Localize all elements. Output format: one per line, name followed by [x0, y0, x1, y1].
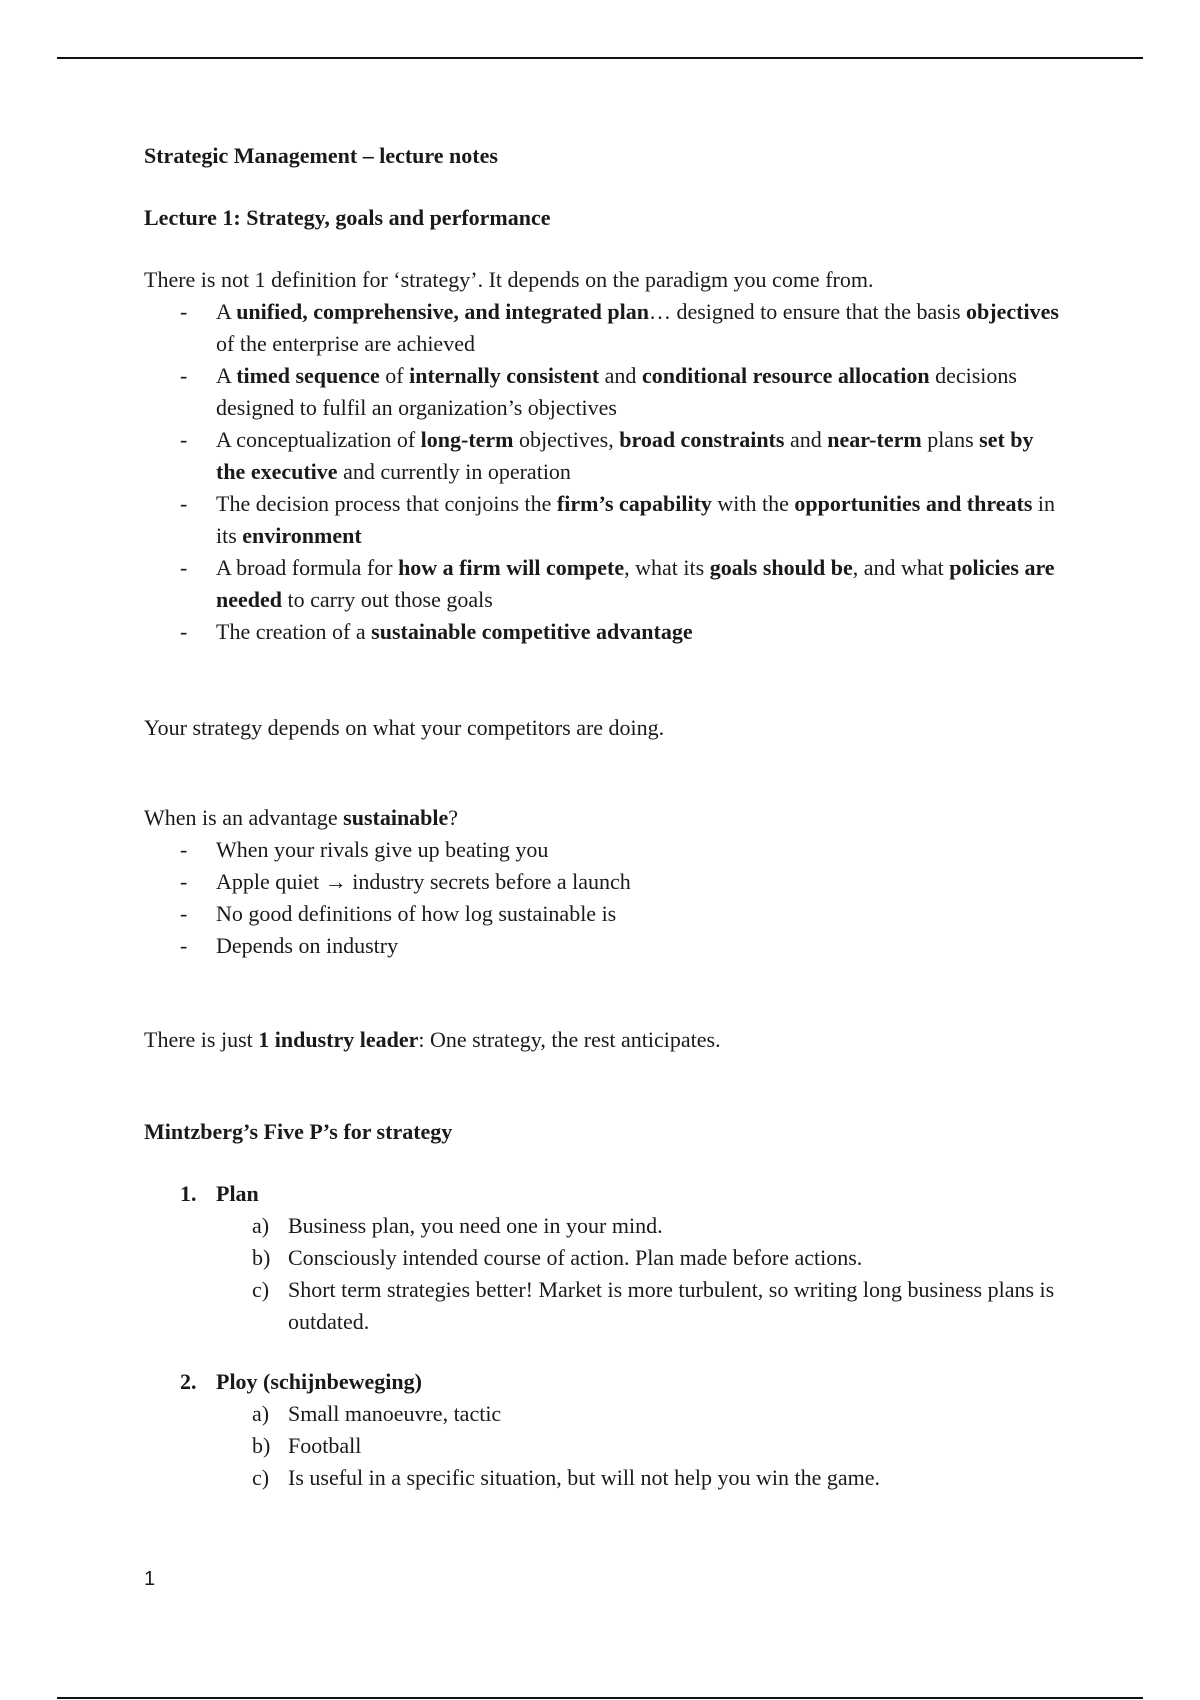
definition-item [144, 488, 1064, 552]
bold-text: long-term [420, 427, 514, 452]
dash-bullet: - [180, 363, 188, 388]
text-run: The decision process that conjoins the [216, 491, 557, 516]
text-run: A conceptualization of [216, 427, 421, 452]
five-p-subitem [216, 1242, 1064, 1274]
dash-bullet: - [180, 869, 188, 894]
five-p-subitem [216, 1210, 1064, 1242]
text-run: , and what [852, 555, 950, 580]
dash-bullet: - [180, 901, 188, 926]
bold-text: unified, comprehensive, and integrated plan [236, 299, 649, 324]
text-run: with the [711, 491, 795, 516]
industry-leader-paragraph [144, 1024, 1064, 1056]
text-run: ? [448, 805, 459, 830]
five-p-subitem [216, 1274, 1064, 1338]
text-run: : One strategy, the rest anticipates. [418, 1027, 721, 1052]
lecture-heading: Lecture 1: Strategy, goals and performance [144, 205, 551, 230]
subitem-text: Football [288, 1433, 362, 1458]
footer-rule [57, 1697, 1143, 1699]
page-number: 1 [144, 1568, 156, 1590]
definition-item [144, 424, 1064, 488]
dash-bullet: - [180, 427, 188, 452]
bold-text: objectives [966, 299, 1059, 324]
dash-bullet: - [180, 299, 188, 324]
subitem-label: c) [252, 1277, 270, 1302]
bold-text: environment [242, 523, 362, 548]
text-run: of the enterprise are achieved [216, 331, 475, 356]
subitem-text: Business plan, you need one in your mind. [288, 1213, 663, 1238]
five-p-number: 1. [180, 1181, 197, 1206]
subitem-label: a) [252, 1213, 270, 1238]
text-run: of [379, 363, 410, 388]
bold-text: 1 industry leader [258, 1027, 419, 1052]
subitem-label: b) [252, 1245, 271, 1270]
five-p-spacer [144, 1338, 1064, 1366]
bold-text: how a firm will compete [398, 555, 625, 580]
subitem-label: c) [252, 1465, 270, 1490]
sustainable-item [144, 866, 1064, 898]
dash-bullet: - [180, 555, 188, 580]
text-run: objectives, [513, 427, 620, 452]
text-run: and [599, 363, 642, 388]
subitem-text: Consciously intended course of action. Plan made before actions. [288, 1245, 863, 1270]
subitem-text: Short term strategies better! Market is more turbulent, so writing long business plans is outdated. [288, 1277, 1055, 1334]
bold-text: internally consistent [409, 363, 600, 388]
bold-text: sustainable [343, 805, 449, 830]
definition-item [144, 360, 1064, 424]
bold-text: firm’s capability [556, 491, 712, 516]
subitem-label: b) [252, 1433, 271, 1458]
text-run: , what its [624, 555, 710, 580]
dash-bullet: - [180, 933, 188, 958]
subitem-text: Is useful in a specific situation, but will not help you win the game. [288, 1465, 881, 1490]
text-run: The creation of a [216, 619, 372, 644]
bold-text: broad constraints [619, 427, 785, 452]
definition-item [144, 296, 1064, 360]
five-p-title: Plan [216, 1181, 259, 1206]
competitors-paragraph: Your strategy depends on what your competitors are doing. [144, 715, 665, 740]
five-p-item [144, 1178, 1064, 1338]
sustainable-item-text: Depends on industry [216, 933, 399, 958]
definition-item [144, 616, 1064, 648]
bold-text: conditional resource allocation [641, 363, 930, 388]
text-run: A broad formula for [216, 555, 399, 580]
text-run: There is just [144, 1027, 259, 1052]
five-p-number: 2. [180, 1369, 197, 1394]
five-p-item [144, 1366, 1064, 1494]
text-run: A [216, 363, 237, 388]
sustainable-item [144, 930, 1064, 962]
sustainable-question [144, 802, 1064, 834]
sustainable-item [144, 834, 1064, 866]
text-run: decisions designed to fulfil an organization’s objectives [216, 363, 1017, 420]
sustainable-list [144, 834, 1064, 962]
mintzberg-heading: Mintzberg’s Five P’s for strategy [144, 1119, 453, 1144]
sustainable-item-text: When your rivals give up beating you [216, 837, 549, 862]
sustainable-item-text: Apple quiet → industry secrets before a launch [216, 869, 631, 894]
bold-text: sustainable competitive advantage [371, 619, 693, 644]
five-p-subitem [216, 1462, 1064, 1494]
five-ps-list [144, 1178, 1064, 1494]
dash-bullet: - [180, 619, 188, 644]
text-run: … designed to ensure that the basis [648, 299, 967, 324]
text-run: A [216, 299, 237, 324]
subitem-label: a) [252, 1401, 270, 1426]
text-run: to carry out those goals [282, 587, 493, 612]
text-run: plans [921, 427, 980, 452]
intro-paragraph: There is not 1 definition for ‘strategy’. It depends on the paradigm you come from. [144, 267, 874, 292]
dash-bullet: - [180, 837, 188, 862]
text-run: in its [216, 491, 1056, 548]
five-p-subitem [216, 1398, 1064, 1430]
page-content [144, 140, 1064, 1494]
definition-item [144, 552, 1064, 616]
bold-text: timed sequence [236, 363, 380, 388]
five-p-subitems [216, 1210, 1064, 1338]
bold-text: policies are needed [216, 555, 1055, 612]
dash-bullet: - [180, 491, 188, 516]
definitions-list [144, 296, 1064, 648]
subitem-text: Small manoeuvre, tactic [288, 1401, 502, 1426]
five-p-subitems [216, 1398, 1064, 1494]
bold-text: set by the executive [216, 427, 1034, 484]
bold-text: goals should be [709, 555, 853, 580]
sustainable-item [144, 898, 1064, 930]
bold-text: near-term [827, 427, 922, 452]
text-run: When is an advantage [144, 805, 344, 830]
header-rule [57, 57, 1143, 59]
bold-text: opportunities and threats [794, 491, 1033, 516]
sustainable-item-text: No good definitions of how log sustainable is [216, 901, 617, 926]
document-title: Strategic Management – lecture notes [144, 143, 498, 168]
text-run: and currently in operation [337, 459, 571, 484]
text-run: and [784, 427, 828, 452]
five-p-subitem [216, 1430, 1064, 1462]
five-p-title: Ploy (schijnbeweging) [216, 1369, 422, 1394]
